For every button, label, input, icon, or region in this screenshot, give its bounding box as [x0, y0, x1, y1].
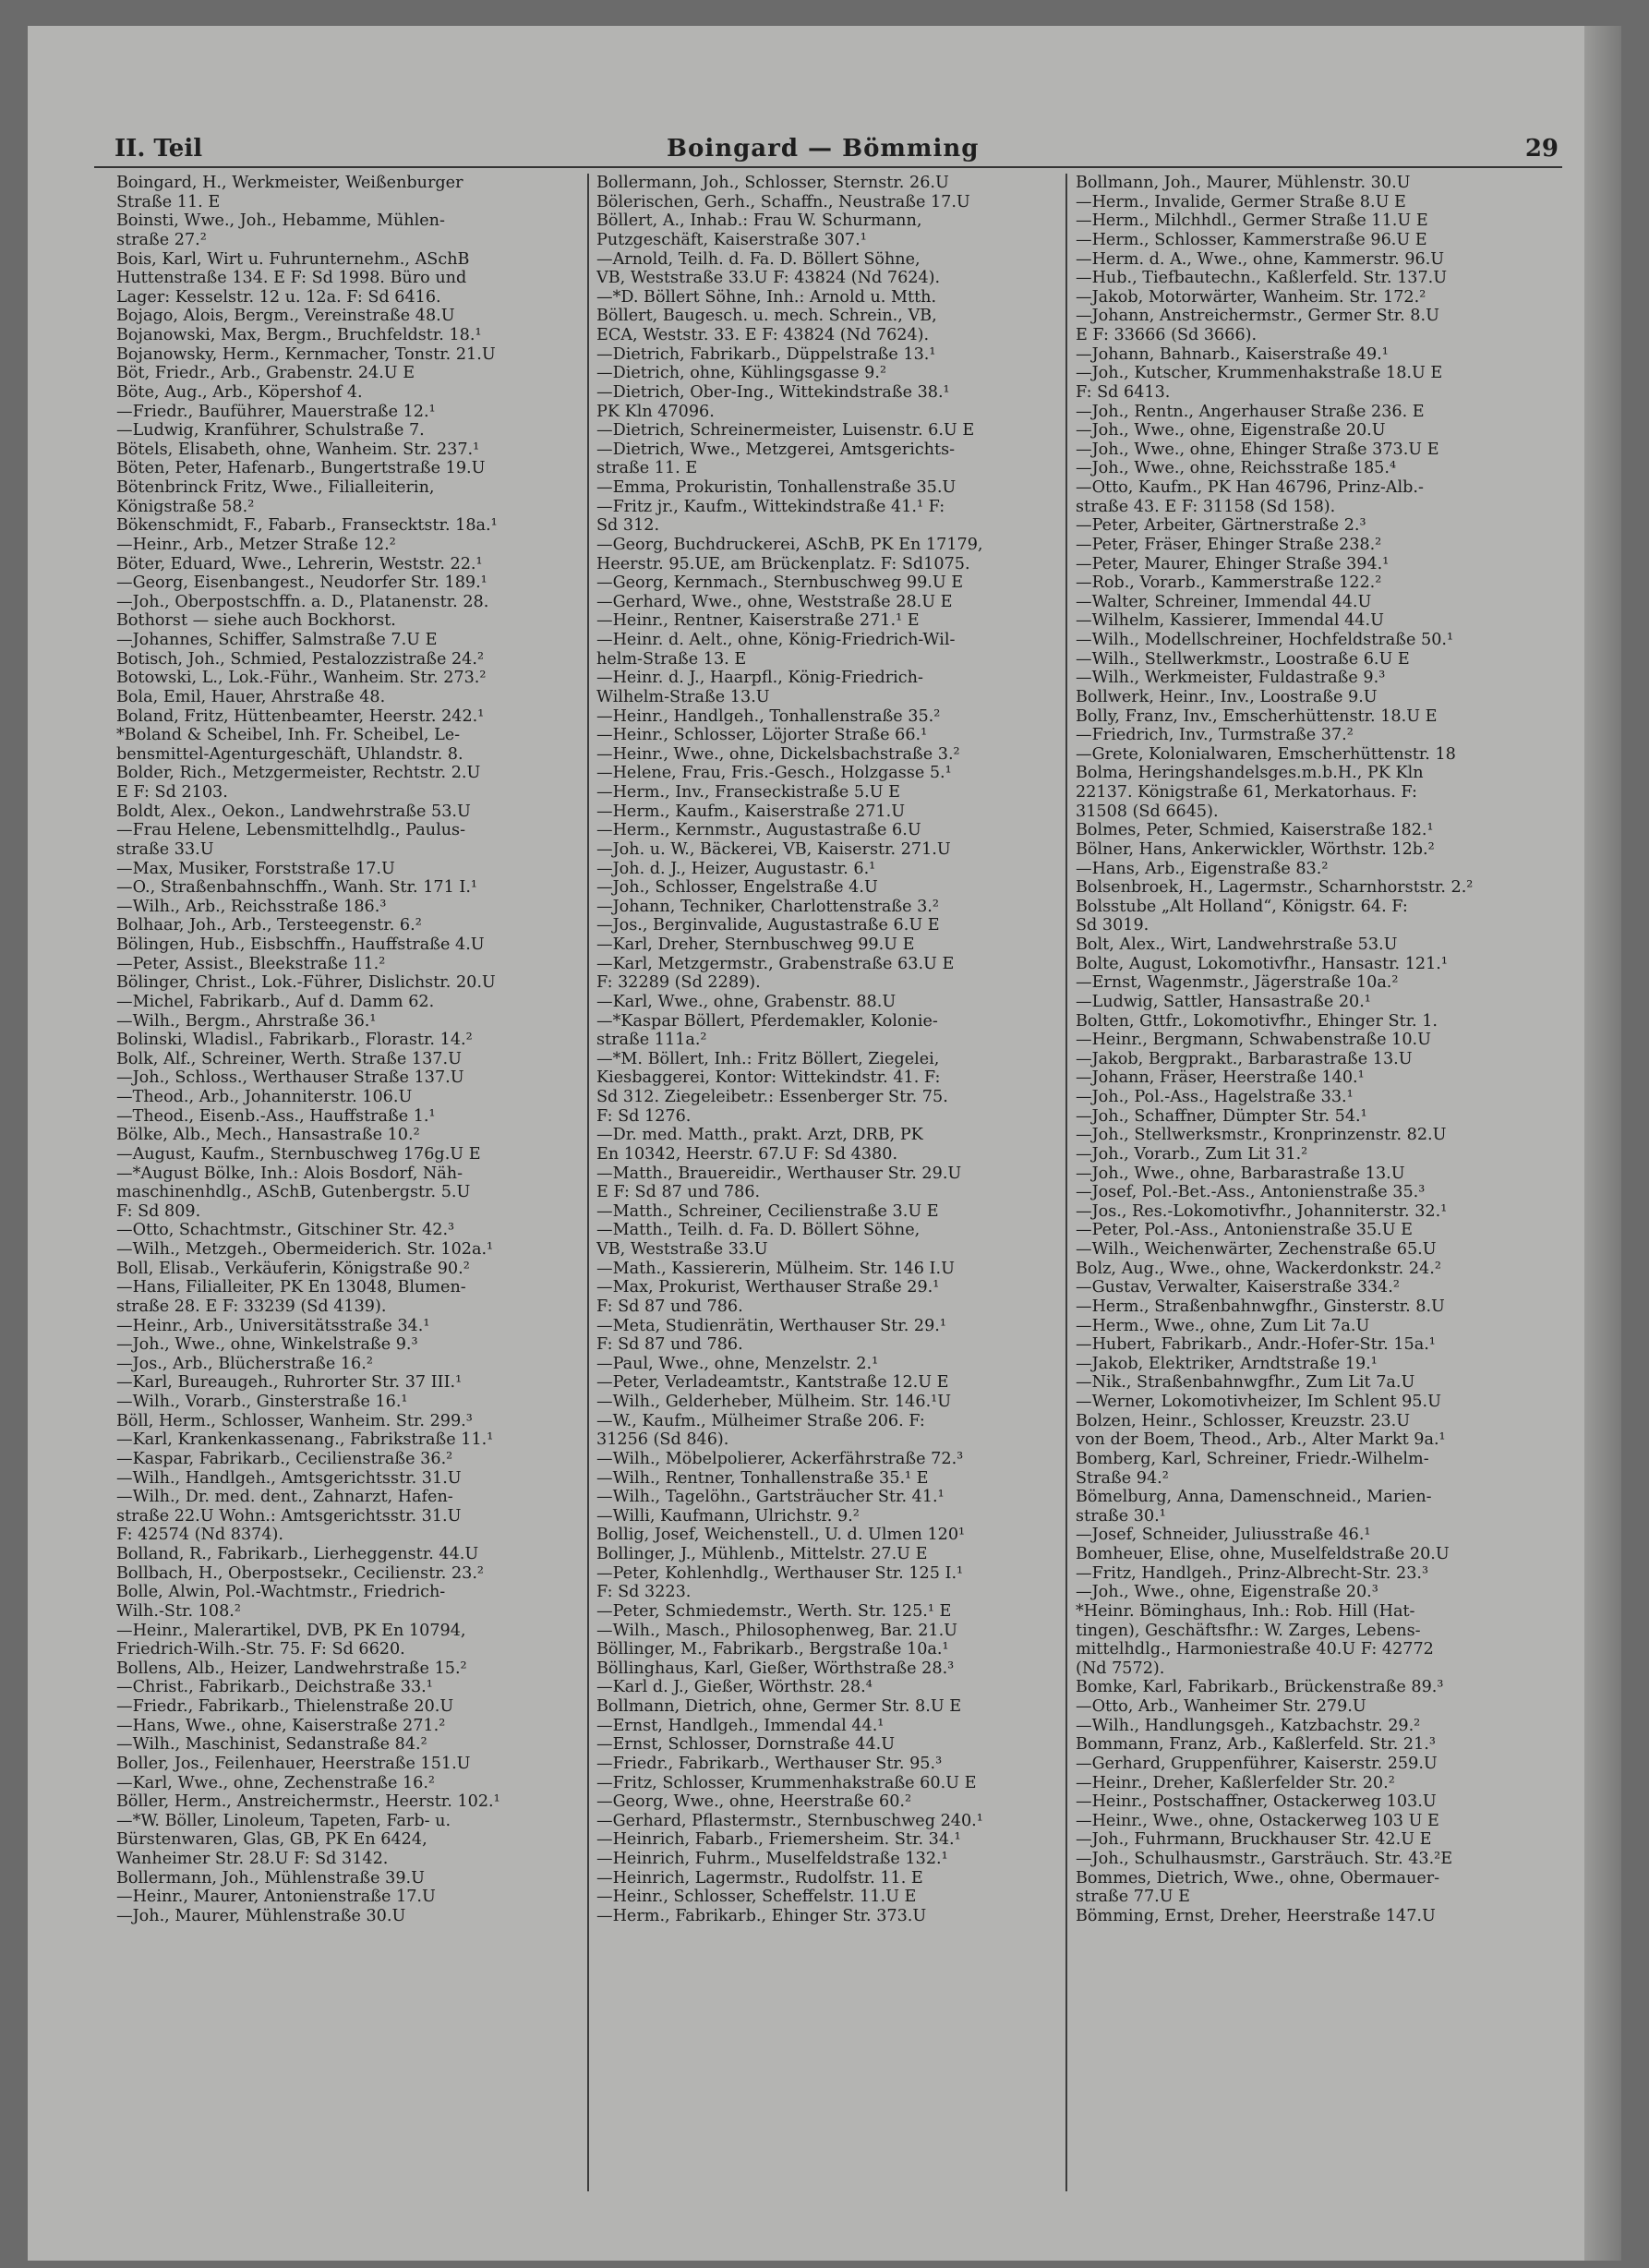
directory-entry-line: —Heinr., Wwe., ohne, Dickelsbachstraße 3.²: [596, 744, 960, 764]
directory-entry-line: F: Sd 3223.: [596, 1583, 692, 1602]
directory-entry-line: —Nik., Straßenbahnwgfhr., Zum Lit 7a.U: [1076, 1373, 1415, 1393]
directory-entry-line: —Wilh., Weichenwärter, Zechenstraße 65.U: [1076, 1240, 1437, 1259]
directory-entry-line: —Herm., Milchhdl., Germer Straße 11.U E: [1076, 211, 1428, 231]
directory-entry-line: —Heinr., Bergmann, Schwabenstraße 10.U: [1076, 1031, 1431, 1050]
directory-entry-line: Böllert, A., Inhab.: Frau W. Schurmann,: [596, 211, 922, 231]
directory-entry-line: —Friedr., Bauführer, Mauerstraße 12.¹: [116, 402, 436, 421]
directory-entry-line: Königstraße 58.²: [116, 497, 255, 516]
directory-entry-line: Böll, Herm., Schlosser, Wanheim. Str. 299.³: [116, 1411, 473, 1430]
directory-entry-line: Bollmann, Joh., Maurer, Mühlenstr. 30.U: [1076, 174, 1411, 192]
directory-entry-line: F: Sd 87 und 786.: [596, 1297, 743, 1316]
directory-entry-line: —O., Straßenbahnschffn., Wanh. Str. 171 I.¹: [116, 878, 477, 898]
directory-entry-line: —Matth., Teilh. d. Fa. D. Böllert Söhne,: [596, 1221, 921, 1240]
directory-entry-line: —Matth., Schreiner, Cecilienstraße 3.U E: [596, 1201, 939, 1221]
directory-entry-line: —Herm., Straßenbahnwgfhr., Ginsterstr. 8.U: [1076, 1297, 1445, 1316]
directory-entry-line: Boll, Elisab., Verkäuferin, Königstraße 90.²: [116, 1259, 470, 1278]
directory-entry-line: —Math., Kassiererin, Mülheim. Str. 146 I.U: [596, 1259, 955, 1278]
directory-entry-line: —*D. Böllert Söhne, Inh.: Arnold u. Mtth.: [596, 287, 937, 307]
directory-entry-line: *Boland & Scheibel, Inh. Fr. Scheibel, Le-: [116, 726, 461, 745]
directory-entry-line: Bollens, Alb., Heizer, Landwehrstraße 15.²: [116, 1659, 467, 1678]
directory-entry-line: —Gerhard, Gruppenführer, Kaiserstr. 259.U: [1076, 1754, 1438, 1773]
directory-entry-line: —Dietrich, ohne, Kühlingsgasse 9.²: [596, 364, 887, 383]
directory-entry-line: —Wilh., Rentner, Tonhallenstraße 35.¹ E: [596, 1468, 929, 1488]
directory-entry-line: —Wilh., Bergm., Ahrstraße 36.¹: [116, 1011, 377, 1031]
directory-entry-line: —Joh. d. J., Heizer, Augustastr. 6.¹: [596, 859, 876, 878]
directory-entry-line: straße 22.U Wohn.: Amtsgerichtsstr. 31.U: [116, 1506, 462, 1526]
directory-entry-line: ECA, Weststr. 33. E F: 43824 (Nd 7624).: [596, 326, 930, 344]
directory-entry-line: —Georg, Wwe., ohne, Heerstraße 60.²: [596, 1792, 912, 1812]
directory-entry-line: Bolmes, Peter, Schmied, Kaiserstraße 182.¹: [1076, 821, 1434, 840]
directory-entry-line: —Hub., Tiefbautechn., Kaßlerfeld. Str. 137.U: [1076, 269, 1448, 288]
directory-entry-line: —Johannes, Schiffer, Salmstraße 7.U E: [116, 631, 438, 649]
directory-entry-line: Straße 94.²: [1076, 1468, 1169, 1488]
directory-entry-line: —Joh., Rentn., Angerhauser Straße 236. E: [1076, 402, 1425, 421]
directory-entry-line: —August, Kaufm., Sternbuschweg 176g.U E: [116, 1144, 481, 1164]
directory-entry-line: 31256 (Sd 846).: [596, 1430, 729, 1450]
directory-entry-line: —Joh., Wwe., ohne, Winkelstraße 9.³: [116, 1335, 418, 1355]
directory-entry-line: Bölner, Hans, Ankerwickler, Wörthstr. 12b.²: [1076, 839, 1435, 859]
directory-entry-line: —Wilh., Maschinist, Sedanstraße 84.²: [116, 1735, 427, 1755]
directory-entry-line: —Joh., Wwe., ohne, Barbarastraße 13.U: [1076, 1164, 1405, 1183]
directory-entry-line: —Peter, Arbeiter, Gärtnerstraße 2.³: [1076, 516, 1366, 536]
directory-entry-line: —Herm., Inv., Franseckistraße 5.U E: [596, 783, 900, 802]
directory-entry-line: —Fritz, Handlgeh., Prinz-Albrecht-Str. 23.³: [1076, 1563, 1429, 1583]
directory-entry-line: Bolder, Rich., Metzgermeister, Rechtstr. 2.U: [116, 764, 481, 783]
directory-entry-line: Bötels, Elisabeth, ohne, Wanheim. Str. 237.¹: [116, 440, 480, 459]
directory-entry-line: 31508 (Sd 6645).: [1076, 802, 1219, 821]
directory-entry-line: —Gerhard, Wwe., ohne, Weststraße 28.U E: [596, 592, 953, 611]
directory-entry-line: —Rob., Vorarb., Kammerstraße 122.²: [1076, 573, 1382, 593]
directory-entry-line: Böten, Peter, Hafenarb., Bungertstraße 19.U: [116, 459, 486, 478]
directory-entry-line: —Kaspar, Fabrikarb., Cecilienstraße 36.²: [116, 1449, 453, 1468]
directory-entry-line: Boller, Jos., Feilenhauer, Heerstraße 151.U: [116, 1754, 471, 1773]
directory-entry-line: Sd 312.: [596, 516, 660, 536]
directory-entry-line: —Wilh., Handlungsgeh., Katzbachstr. 29.²: [1076, 1716, 1421, 1735]
page-header: [94, 115, 1568, 170]
directory-entry-line: F: Sd 1276.: [596, 1106, 692, 1126]
directory-entry-line: —Georg, Kernmach., Sternbuschweg 99.U E: [596, 573, 964, 593]
directory-entry-line: Bömelburg, Anna, Damenschneid., Marien-: [1076, 1488, 1432, 1507]
directory-entry-line: —Meta, Studienrätin, Werthauser Str. 29.¹: [596, 1316, 946, 1335]
directory-entry-line: —Heinr. d. Aelt., ohne, König-Friedrich-Wil-: [596, 631, 956, 649]
directory-entry-line: —*Kaspar Böllert, Pferdemakler, Kolonie-: [596, 1011, 938, 1031]
directory-entry-line: —Wilh., Dr. med. dent., Zahnarzt, Hafen-: [116, 1488, 453, 1507]
directory-entry-line: —Heinr., Postschaffner, Ostackerweg 103.U: [1076, 1792, 1437, 1812]
directory-entry-line: —Herm., Schlosser, Kammerstraße 96.U E: [1076, 230, 1427, 249]
directory-entry-line: Bollermann, Joh., Schlosser, Sternstr. 26.U: [596, 174, 949, 192]
directory-entry-line: —Josef, Schneider, Juliusstraße 46.¹: [1076, 1526, 1371, 1545]
directory-entry-line: —Herm., Kaufm., Kaiserstraße 271.U: [596, 802, 906, 821]
directory-entry-line: —Peter, Schmiedemstr., Werth. Str. 125.¹ E: [596, 1601, 952, 1621]
directory-entry-line: Bolz, Aug., Wwe., ohne, Wackerdonkstr. 24.²: [1076, 1259, 1441, 1278]
directory-entry-line: —Heinrich, Lagermstr., Rudolfstr. 11. E: [596, 1868, 923, 1888]
directory-entry-line: —Karl, Wwe., ohne, Zechenstraße 16.²: [116, 1773, 435, 1792]
directory-entry-line: —Dietrich, Wwe., Metzgerei, Amtsgerichts-: [596, 440, 956, 459]
directory-entry-line: —Heinr., Handlgeh., Tonhallenstraße 35.²: [596, 706, 941, 726]
directory-entry-line: —Karl, Metzgermstr., Grabenstraße 63.U E: [596, 954, 955, 973]
directory-entry-line: Bollwerk, Heinr., Inv., Loostraße 9.U: [1076, 687, 1378, 706]
directory-entry-line: Boinsti, Wwe., Joh., Hebamme, Mühlen-: [116, 211, 445, 231]
directory-entry-line: F: 42574 (Nd 8374).: [116, 1526, 284, 1545]
directory-entry-line: —Wilh., Vorarb., Ginsterstraße 16.¹: [116, 1393, 408, 1411]
directory-entry-line: Bolsstube „Alt Holland“, Königstr. 64. F:: [1076, 897, 1408, 916]
directory-entry-line: Bölke, Alb., Mech., Hansastraße 10.²: [116, 1126, 420, 1145]
directory-entry-line: Bojago, Alois, Bergm., Vereinstraße 48.U: [116, 307, 455, 326]
directory-entry-line: —Walter, Schreiner, Immendal 44.U: [1076, 592, 1372, 611]
directory-entry-line: straße 111a.²: [596, 1031, 707, 1050]
directory-entry-line: —Wilh., Arb., Reichsstraße 186.³: [116, 897, 387, 916]
directory-entry-line: Böte, Aug., Arb., Köpershof 4.: [116, 382, 363, 402]
directory-entry-line: —Matth., Brauereidir., Werthauser Str. 29.U: [596, 1164, 962, 1183]
directory-entry-line: —Johann, Anstreichermstr., Germer Str. 8.U: [1076, 307, 1439, 326]
directory-entry-line: maschinenhdlg., ASchB, Gutenbergstr. 5.U: [116, 1183, 471, 1202]
directory-entry-line: —Peter, Verladeamtstr., Kantstraße 12.U E: [596, 1373, 949, 1393]
book-spine-shadow: [1584, 26, 1621, 2261]
directory-entry-line: Bolten, Gttfr., Lokomotivfhr., Ehinger Str. 1.: [1076, 1011, 1438, 1031]
directory-entry-line: *Heinr. Böminghaus, Inh.: Rob. Hill (Hat-: [1076, 1601, 1415, 1621]
directory-entry-line: —Ernst, Handlgeh., Immendal 44.¹: [596, 1716, 885, 1735]
directory-entry-line: —*August Bölke, Inh.: Alois Bosdorf, Näh-: [116, 1164, 463, 1183]
directory-entry-line: —Otto, Schachtmstr., Gitschiner Str. 42.³: [116, 1221, 455, 1240]
directory-entry-line: —Wilh., Möbelpolierer, Ackerfährstraße 72.³: [596, 1449, 964, 1468]
directory-entry-line: —Gustav, Verwalter, Kaiserstraße 334.²: [1076, 1278, 1400, 1297]
directory-entry-line: —Herm., Invalide, Germer Straße 8.U E: [1076, 192, 1406, 211]
directory-entry-line: Bolly, Franz, Inv., Emscherhüttenstr. 18.U E: [1076, 706, 1438, 726]
directory-entry-line: Böt, Friedr., Arb., Grabenstr. 24.U E: [116, 364, 415, 383]
directory-entry-line: von der Boem, Theod., Arb., Alter Markt 9a.¹: [1076, 1430, 1446, 1450]
directory-entry-line: —Peter, Fräser, Ehinger Straße 238.²: [1076, 535, 1382, 554]
directory-entry-line: —Otto, Arb., Wanheimer Str. 279.U: [1076, 1697, 1366, 1716]
directory-entry-line: —Joh., Wwe., ohne, Reichsstraße 185.⁴: [1076, 459, 1397, 478]
directory-entry-line: Wilh.-Str. 108.²: [116, 1601, 241, 1621]
directory-entry-line: —Dr. med. Matth., prakt. Arzt, DRB, PK: [596, 1126, 923, 1145]
directory-entry-line: Bommann, Franz, Arb., Kaßlerfeld. Str. 21.³: [1076, 1735, 1436, 1755]
directory-entry-line: —Friedrich, Inv., Turmstraße 37.²: [1076, 726, 1354, 745]
directory-page: [28, 26, 1621, 2261]
directory-entry-line: —Wilh., Handlgeh., Amtsgerichtsstr. 31.U: [116, 1468, 462, 1488]
directory-entry-line: —Theod., Arb., Johanniterstr. 106.U: [116, 1088, 413, 1106]
directory-entry-line: —Dietrich, Schreinermeister, Luisenstr. 6.U E: [596, 421, 975, 440]
directory-entry-line: —Jakob, Bergprakt., Barbarastraße 13.U: [1076, 1049, 1413, 1068]
directory-entry-line: —Johann, Bahnarb., Kaiserstraße 49.¹: [1076, 344, 1389, 364]
directory-entry-line: —Jakob, Motorwärter, Wanheim. Str. 172.²: [1076, 287, 1426, 307]
directory-entry-line: PK Kln 47096.: [596, 402, 715, 421]
directory-entry-line: Bomberg, Karl, Schreiner, Friedr.-Wilhelm-: [1076, 1449, 1429, 1468]
directory-entry-line: Kiesbaggerei, Kontor: Wittekindstr. 41. F:: [596, 1068, 941, 1088]
directory-entry-line: —Hans, Arb., Eigenstraße 83.²: [1076, 859, 1329, 878]
directory-entry-line: —Peter, Pol.-Ass., Antonienstraße 35.U E: [1076, 1221, 1414, 1240]
directory-entry-line: —Wilh., Tagelöhn., Gartsträucher Str. 41.¹: [596, 1488, 945, 1507]
directory-entry-line: —Karl, Krankenkassenang., Fabrikstraße 11.¹: [116, 1430, 494, 1450]
directory-entry-line: F: 32289 (Sd 2289).: [596, 973, 761, 993]
directory-entry-line: —Wilh., Metzgeh., Obermeiderich. Str. 102a.¹: [116, 1240, 494, 1259]
directory-entry-line: Bojanowski, Max, Bergm., Bruchfeldstr. 18.¹: [116, 326, 482, 344]
directory-entry-line: —Dietrich, Ober-Ing., Wittekindstraße 38.¹: [596, 382, 950, 402]
directory-entry-line: Bürstenwaren, Glas, GB, PK En 6424,: [116, 1830, 427, 1850]
directory-entry-line: —Heinr., Malerartikel, DVB, PK En 10794,: [116, 1621, 466, 1640]
directory-entry-line: straße 43. E F: 31158 (Sd 158).: [1076, 497, 1336, 516]
directory-entry-line: Wilhelm-Straße 13.U: [596, 687, 770, 706]
directory-entry-line: Bolk, Alf., Schreiner, Werth. Straße 137.U: [116, 1049, 462, 1068]
directory-entry-line: Huttenstraße 134. E F: Sd 1998. Büro und: [116, 269, 467, 288]
directory-entry-line: —Heinrich, Fabarb., Friemersheim. Str. 34.¹: [596, 1830, 961, 1850]
directory-entry-line: —Georg, Buchdruckerei, ASchB, PK En 17179,: [596, 535, 983, 554]
directory-entry-line: —Michel, Fabrikarb., Auf d. Damm 62.: [116, 992, 435, 1011]
directory-entry-line: Bolzen, Heinr., Schlosser, Kreuzstr. 23.U: [1076, 1411, 1411, 1430]
directory-entry-line: Böllinger, M., Fabrikarb., Bergstraße 10a.¹: [596, 1640, 949, 1659]
directory-entry-line: —Helene, Frau, Fris.-Gesch., Holzgasse 5.¹: [596, 764, 952, 783]
directory-entry-line: Bois, Karl, Wirt u. Fuhrunternehm., ASchB: [116, 249, 470, 269]
directory-entry-line: —Karl d. J., Gießer, Wörthstr. 28.⁴: [596, 1678, 873, 1697]
directory-entry-line: —Karl, Bureaugeh., Ruhrorter Str. 37 III.¹: [116, 1373, 463, 1393]
directory-entry-line: —Joh., Pol.-Ass., Hagelstraße 33.¹: [1076, 1088, 1354, 1106]
directory-entry-line: —Herm., Kernmstr., Augustastraße 6.U: [596, 821, 921, 840]
directory-entry-line: —Paul, Wwe., ohne, Menzelstr. 2.¹: [596, 1354, 879, 1373]
directory-entry-line: —Theod., Eisenb.-Ass., Hauffstraße 1.¹: [116, 1106, 436, 1126]
directory-entry-line: —Josef, Pol.-Bet.-Ass., Antonienstraße 35.³: [1076, 1183, 1426, 1202]
directory-entry-line: —Joh., Maurer, Mühlenstraße 30.U: [116, 1906, 406, 1925]
directory-entry-line: —Hans, Wwe., ohne, Kaiserstraße 271.²: [116, 1716, 446, 1735]
directory-entry-line: Böter, Eduard, Wwe., Lehrerin, Weststr. 22.¹: [116, 554, 483, 573]
directory-entry-line: E F: Sd 87 und 786.: [596, 1183, 761, 1202]
directory-entry-line: —Heinr., Maurer, Antonienstraße 17.U: [116, 1888, 436, 1907]
directory-entry-line: —Joh., Schlosser, Engelstraße 4.U: [596, 878, 878, 898]
directory-entry-line: —Jos., Arb., Blücherstraße 16.²: [116, 1354, 373, 1373]
directory-entry-line: —Ernst, Wagenmstr., Jägerstraße 10a.²: [1076, 973, 1399, 993]
directory-entry-line: —Joh., Stellwerksmstr., Kronprinzenstr. 82.U: [1076, 1126, 1447, 1145]
directory-entry-line: Boldt, Alex., Oekon., Landwehrstraße 53.U: [116, 802, 471, 821]
directory-entry-line: Bolhaar, Joh., Arb., Tersteegenstr. 6.²: [116, 916, 422, 935]
directory-entry-line: —Grete, Kolonialwaren, Emscherhüttenstr. 18: [1076, 744, 1456, 764]
directory-column-3: [1076, 174, 1547, 2251]
directory-entry-line: —Ernst, Schlosser, Dornstraße 44.U: [596, 1735, 896, 1755]
directory-entry-line: —Hubert, Fabrikarb., Andr.-Hofer-Str. 15a.¹: [1076, 1335, 1436, 1355]
directory-entry-line: bensmittel-Agenturgeschäft, Uhlandstr. 8.: [116, 744, 463, 764]
directory-entry-line: —Gerhard, Pflastermstr., Sternbuschweg 240.¹: [596, 1811, 983, 1830]
directory-entry-line: Straße 11. E: [116, 192, 221, 211]
directory-entry-line: Botowski, L., Lok.-Führ., Wanheim. Str. 273.²: [116, 669, 487, 688]
directory-entry-line: —Friedr., Fabrikarb., Thielenstraße 20.U: [116, 1697, 454, 1716]
directory-entry-line: —Joh., Schulhausmstr., Garsträuch. Str. 43.²E: [1076, 1850, 1453, 1868]
directory-entry-line: straße 30.¹: [1076, 1506, 1166, 1526]
directory-entry-line: Bojanowsky, Herm., Kernmacher, Tonstr. 21.U: [116, 344, 496, 364]
directory-entry-line: Bommes, Dietrich, Wwe., ohne, Obermauer-: [1076, 1868, 1440, 1888]
directory-entry-line: —*W. Böller, Linoleum, Tapeten, Farb- u.: [116, 1811, 451, 1830]
directory-entry-line: —Christ., Fabrikarb., Deichstraße 33.¹: [116, 1678, 433, 1697]
directory-entry-line: —Johann, Techniker, Charlottenstraße 3.²: [596, 897, 939, 916]
directory-entry-line: —W., Kaufm., Mülheimer Straße 206. F:: [596, 1411, 925, 1430]
directory-entry-line: Bömming, Ernst, Dreher, Heerstraße 147.U: [1076, 1906, 1436, 1925]
directory-entry-line: Bolinski, Wladisl., Fabrikarb., Florastr. 14.²: [116, 1031, 473, 1050]
directory-entry-line: —Heinr. d. J., Haarpfl., König-Friedrich-: [596, 669, 923, 688]
directory-entry-line: Bolt, Alex., Wirt, Landwehrstraße 53.U: [1076, 935, 1398, 954]
directory-entry-line: —Joh., Schloss., Werthauser Straße 137.U: [116, 1068, 464, 1088]
directory-entry-line: straße 27.²: [116, 230, 207, 249]
directory-entry-line: —Joh., Wwe., ohne, Eigenstraße 20.³: [1076, 1583, 1378, 1602]
directory-entry-line: Böller, Herm., Anstreichermstr., Heerstr. 102.¹: [116, 1792, 500, 1812]
page-number: 29: [1524, 135, 1559, 163]
directory-entry-line: —Joh., Kutscher, Krummenhakstraße 18.U E: [1076, 364, 1443, 383]
directory-entry-line: —Heinr., Schlosser, Scheffelstr. 11.U E: [596, 1888, 917, 1907]
directory-entry-line: —Heinr., Arb., Metzer Straße 12.²: [116, 535, 396, 554]
directory-entry-line: —Wilh., Werkmeister, Fuldastraße 9.³: [1076, 669, 1386, 688]
directory-entry-line: —Jos., Res.-Lokomotivfhr., Johanniterstr. 32.¹: [1076, 1201, 1448, 1221]
directory-entry-line: —Joh., Fuhrmann, Bruckhauser Str. 42.U E: [1076, 1830, 1432, 1850]
directory-entry-line: 22137. Königstraße 61, Merkatorhaus. F:: [1076, 783, 1417, 802]
directory-entry-line: —Joh., Vorarb., Zum Lit 31.²: [1076, 1144, 1308, 1164]
directory-entry-line: —Joh., Schaffner, Dümpter Str. 54.¹: [1076, 1106, 1367, 1126]
directory-entry-line: —Hans, Filialleiter, PK En 13048, Blumen-: [116, 1278, 466, 1297]
directory-entry-line: —Wilh., Masch., Philosophenweg, Bar. 21.U: [596, 1621, 958, 1640]
directory-entry-line: —Dietrich, Fabrikarb., Düppelstraße 13.¹: [596, 344, 936, 364]
directory-entry-line: —Jakob, Elektriker, Arndtstraße 19.¹: [1076, 1354, 1378, 1373]
directory-entry-line: Bolsenbroek, H., Lagermstr., Scharnhorststr. 2.²: [1076, 878, 1474, 898]
directory-entry-line: Bolte, August, Lokomotivfhr., Hansastr. 121.¹: [1076, 954, 1448, 973]
directory-entry-line: —Max, Prokurist, Werthauser Straße 29.¹: [596, 1278, 940, 1297]
directory-entry-line: —Heinr., Arb., Universitätsstraße 34.¹: [116, 1316, 430, 1335]
directory-entry-line: Bomheuer, Elise, ohne, Muselfeldstraße 20.U: [1076, 1545, 1450, 1563]
directory-entry-line: —Heinrich, Fuhrm., Muselfeldstraße 132.¹: [596, 1850, 948, 1868]
directory-entry-line: —Johann, Fräser, Heerstraße 140.¹: [1076, 1068, 1365, 1088]
directory-entry-line: Sd 3019.: [1076, 916, 1149, 935]
directory-entry-line: Wanheimer Str. 28.U F: Sd 3142.: [116, 1850, 389, 1868]
directory-entry-line: —Joh., Wwe., ohne, Eigenstraße 20.U: [1076, 421, 1386, 440]
directory-entry-line: VB, Weststraße 33.U: [596, 1240, 768, 1259]
directory-entry-line: Bolma, Heringshandelsges.m.b.H., PK Kln: [1076, 764, 1424, 783]
directory-entry-line: straße 77.U E: [1076, 1888, 1190, 1907]
directory-entry-line: —Joh., Oberpostschffn. a. D., Platanenstr. 28.: [116, 592, 489, 611]
directory-entry-line: —*M. Böllert, Inh.: Fritz Böllert, Ziegelei,: [596, 1049, 940, 1068]
directory-entry-line: —Otto, Kaufm., PK Han 46796, Prinz-Alb.-: [1076, 478, 1424, 497]
directory-entry-line: Bölinger, Christ., Lok.-Führer, Dislichstr. 20.U: [116, 973, 496, 993]
directory-entry-line: Putzgeschäft, Kaiserstraße 307.¹: [596, 230, 867, 249]
directory-entry-line: —Herm. d. A., Wwe., ohne, Kammerstr. 96.U: [1076, 249, 1445, 269]
directory-entry-line: —Heinr., Schlosser, Löjorter Straße 66.¹: [596, 726, 928, 745]
directory-entry-line: F: Sd 6413.: [1076, 382, 1171, 402]
directory-entry-line: Bollermann, Joh., Mühlenstraße 39.U: [116, 1868, 425, 1888]
directory-entry-line: —Herm., Wwe., ohne, Zum Lit 7a.U: [1076, 1316, 1370, 1335]
directory-entry-line: F: Sd 87 und 786.: [596, 1335, 743, 1355]
directory-entry-line: F: Sd 809.: [116, 1201, 201, 1221]
directory-entry-line: —Heinr., Wwe., ohne, Ostackerweg 103 U E: [1076, 1811, 1439, 1830]
directory-entry-line: E F: 33666 (Sd 3666).: [1076, 326, 1258, 344]
directory-entry-line: —Wilh., Gelderheber, Mülheim. Str. 146.¹U: [596, 1393, 952, 1411]
directory-column-2: [596, 174, 1067, 2251]
directory-entry-line: —Jos., Berginvalide, Augustastraße 6.U E: [596, 916, 940, 935]
directory-entry-line: Bollig, Josef, Weichenstell., U. d. Ulmen 120¹: [596, 1526, 966, 1545]
header-part: II. Teil: [114, 135, 203, 163]
directory-entry-line: VB, Weststraße 33.U F: 43824 (Nd 7624).: [596, 269, 941, 288]
directory-entry-line: —Herm., Fabrikarb., Ehinger Str. 373.U: [596, 1906, 927, 1925]
directory-entry-line: —Frau Helene, Lebensmittelhdlg., Paulus-: [116, 821, 466, 840]
directory-entry-line: Bola, Emil, Hauer, Ahrstraße 48.: [116, 687, 386, 706]
directory-entry-line: Heerstr. 95.UE, am Brückenplatz. F: Sd1075.: [596, 554, 970, 573]
directory-column-1: [116, 174, 587, 2251]
directory-entry-line: —Karl, Wwe., ohne, Grabenstr. 88.U: [596, 992, 897, 1011]
directory-entry-line: —Joh., Wwe., ohne, Ehinger Straße 373.U E: [1076, 440, 1439, 459]
directory-entry-line: Lager: Kesselstr. 12 u. 12a. F: Sd 6416.: [116, 287, 441, 307]
header-rule: [94, 166, 1562, 168]
directory-entry-line: Bölerischen, Gerh., Schaffn., Neustraße 17.U: [596, 192, 970, 211]
directory-entry-line: —Max, Musiker, Forststraße 17.U: [116, 859, 395, 878]
directory-entry-line: tingen), Geschäftsfhr.: W. Zarges, Lebens-: [1076, 1621, 1421, 1640]
directory-entry-line: Botisch, Joh., Schmied, Pestalozzistraße 24.²: [116, 649, 484, 669]
directory-entry-line: Bötenbrinck Fritz, Wwe., Filialleiterin,: [116, 478, 435, 497]
directory-entry-line: Bölingen, Hub., Eisbschffn., Hauffstraße 4.U: [116, 935, 485, 954]
column-separator: [1065, 174, 1067, 2191]
directory-entry-line: Boingard, H., Werkmeister, Weißenburger: [116, 174, 463, 192]
directory-entry-line: —Ludwig, Kranführer, Schulstraße 7.: [116, 421, 425, 440]
directory-entry-line: straße 33.U: [116, 839, 214, 859]
directory-entry-line: En 10342, Heerstr. 67.U F: Sd 4380.: [596, 1144, 898, 1164]
directory-entry-line: Bollmann, Dietrich, ohne, Germer Str. 8.U E: [596, 1697, 962, 1716]
directory-entry-line: Friedrich-Wilh.-Str. 75. F: Sd 6620.: [116, 1640, 405, 1659]
directory-entry-line: —Willi, Kaufmann, Ulrichstr. 9.²: [596, 1506, 860, 1526]
directory-entry-line: helm-Straße 13. E: [596, 649, 747, 669]
directory-entry-line: —Fritz, Schlosser, Krummenhakstraße 60.U E: [596, 1773, 977, 1792]
directory-entry-line: straße 11. E: [596, 459, 698, 478]
directory-entry-line: Böllinghaus, Karl, Gießer, Wörthstraße 28.³: [596, 1659, 955, 1678]
directory-entry-line: —Karl, Dreher, Sternbuschweg 99.U E: [596, 935, 915, 954]
directory-entry-line: —Wilhelm, Kassierer, Immendal 44.U: [1076, 611, 1384, 631]
directory-entry-line: —Joh. u. W., Bäckerei, VB, Kaiserstr. 271.U: [596, 839, 951, 859]
directory-entry-line: —Heinr., Rentner, Kaiserstraße 271.¹ E: [596, 611, 920, 631]
directory-entry-line: —Heinr., Dreher, Kaßlerfelder Str. 20.²: [1076, 1773, 1395, 1792]
directory-entry-line: —Arnold, Teilh. d. Fa. D. Böllert Söhne,: [596, 249, 921, 269]
directory-entry-line: Boland, Fritz, Hüttenbeamter, Heerstr. 242.¹: [116, 706, 485, 726]
directory-entry-line: Bökenschmidt, F., Fabarb., Fransecktstr. 18a.¹: [116, 516, 498, 536]
directory-entry-line: —Peter, Maurer, Ehinger Straße 394.¹: [1076, 554, 1390, 573]
directory-entry-line: straße 28. E F: 33239 (Sd 4139).: [116, 1297, 387, 1316]
directory-entry-line: —Georg, Eisenbangest., Neudorfer Str. 189.¹: [116, 573, 487, 593]
directory-entry-line: —Fritz jr., Kaufm., Wittekindstraße 41.¹ F:: [596, 497, 945, 516]
directory-entry-line: Sd 312. Ziegeleibetr.: Essenberger Str. 75.: [596, 1088, 948, 1106]
directory-entry-line: —Peter, Assist., Bleekstraße 11.²: [116, 954, 386, 973]
directory-entry-line: —Emma, Prokuristin, Tonhallenstraße 35.U: [596, 478, 957, 497]
directory-entry-line: Bomke, Karl, Fabrikarb., Brückenstraße 89.³: [1076, 1678, 1444, 1697]
directory-entry-line: Böllert, Baugesch. u. mech. Schrein., VB,: [596, 307, 937, 326]
header-name-range: Boingard — Bömming: [667, 135, 980, 163]
directory-entry-line: mittelhdlg., Harmoniestraße 40.U F: 42772: [1076, 1640, 1434, 1659]
directory-entry-line: Bothorst — siehe auch Bockhorst.: [116, 611, 396, 631]
directory-entry-line: E F: Sd 2103.: [116, 783, 228, 802]
directory-entry-line: Bollbach, H., Oberpostsekr., Cecilienstr. 23.²: [116, 1563, 484, 1583]
directory-entry-line: Bolland, R., Fabrikarb., Lierheggenstr. 44.U: [116, 1545, 479, 1563]
directory-entry-line: —Wilh., Modellschreiner, Hochfeldstraße 50.¹: [1076, 631, 1454, 649]
directory-entry-line: —Ludwig, Sattler, Hansastraße 20.¹: [1076, 992, 1371, 1011]
column-separator: [587, 174, 589, 2191]
directory-entry-line: —Peter, Kohlenhdlg., Werthauser Str. 125 I.¹: [596, 1563, 964, 1583]
directory-entry-line: (Nd 7572).: [1076, 1659, 1165, 1678]
directory-entry-line: —Werner, Lokomotivheizer, Im Schlent 95.U: [1076, 1393, 1441, 1411]
directory-entry-line: —Wilh., Stellwerkmstr., Loostraße 6.U E: [1076, 649, 1410, 669]
directory-entry-line: Bolle, Alwin, Pol.-Wachtmstr., Friedrich-: [116, 1583, 446, 1602]
directory-entry-line: Bollinger, J., Mühlenb., Mittelstr. 27.U E: [596, 1545, 928, 1563]
directory-entry-line: —Friedr., Fabrikarb., Werthauser Str. 95.³: [596, 1754, 943, 1773]
